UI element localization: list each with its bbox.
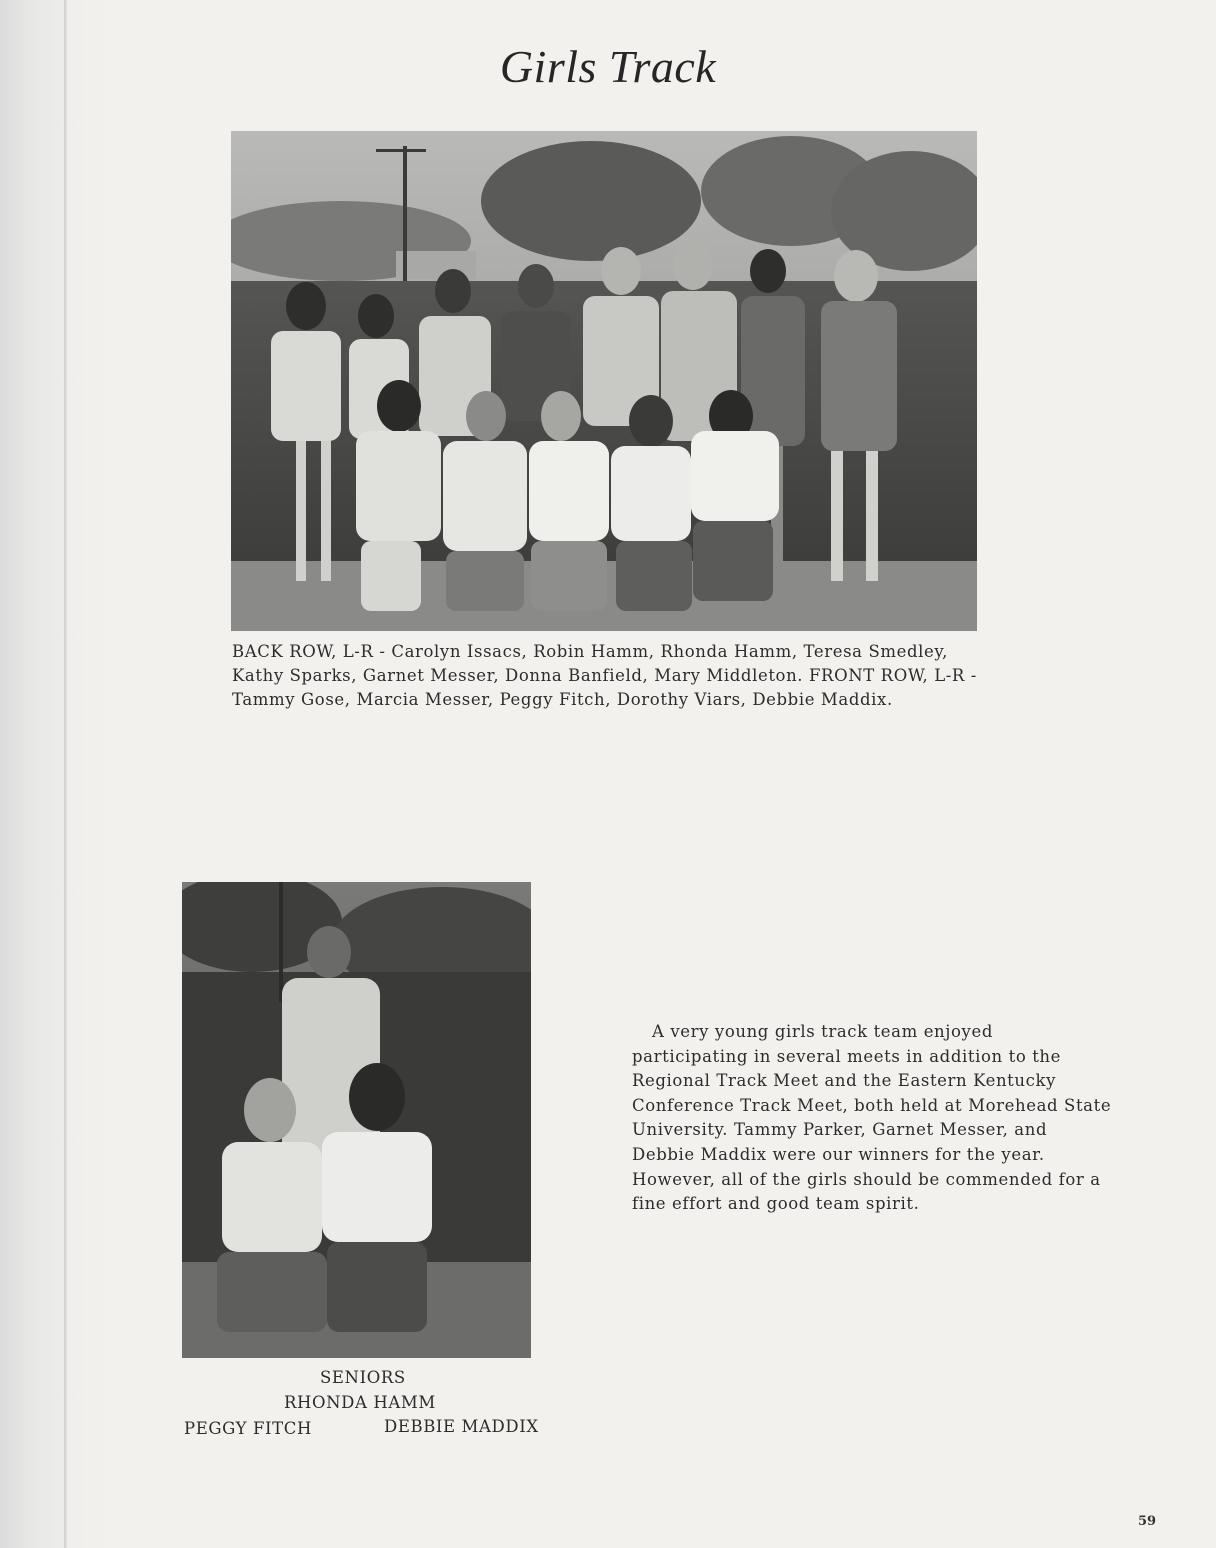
team-photo-image [231,131,977,631]
article-text [632,1020,1112,1217]
seniors-photo-image [182,882,531,1358]
article-paragraph: A very young girls track team enjoyed participating in several meets in addition to the Regional Track Meet and the Eastern Kentucky Conference Track Meet, both held at Morehead State University. Tammy Parker, Garnet Messer, and Debbie Maddix were our winners for the year. However, all of the girls should be commended for a fine effort and good team spirit. [632,1022,1112,1214]
seniors-heading: SENIORS [320,1368,406,1387]
senior-name-debbie: DEBBIE MADDIX [384,1417,539,1436]
team-photo-caption: BACK ROW, L-R - Carolyn Issacs, Robin Hamm, Rhonda Hamm, Teresa Smedley, Kathy Sparks, Garnet Messer, Donna Banfield, Mary Middleton. FRONT ROW, L-R - Tammy Gose, Marcia Messer, Peggy Fitch, Dorothy Viars, Debbie Maddix. [232,642,977,709]
team-photo [231,131,977,631]
senior-name-peggy: PEGGY FITCH [184,1419,312,1438]
seniors-photo [182,882,531,1358]
gutter-fold [64,0,67,1548]
page-title: Girls Track [499,41,717,92]
senior-name-rhonda: RHONDA HAMM [284,1393,436,1412]
page-number: 59 [1138,1514,1157,1529]
book-gutter [0,0,110,1548]
